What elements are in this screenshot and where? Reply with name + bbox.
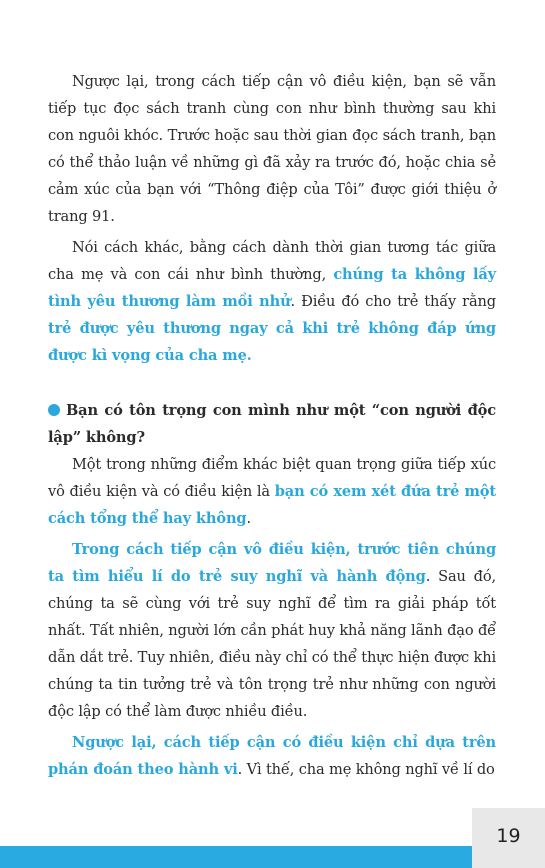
section-paragraph-1-highlight: bạn có xem xét đứa trẻ một cách tổng thể hay không [48, 483, 496, 527]
footer-color-bar [0, 846, 545, 868]
page-number-tab [472, 808, 545, 868]
paragraph-2-text: Nói cách khác, bằng cách dành thời gian tương tác giữa cha mẹ và con cái như bình thường, [48, 239, 496, 283]
page-number: 19 [496, 825, 521, 847]
section-paragraph-3-highlight: Ngược lại, cách tiếp cận có điều kiện chỉ dựa trên phán đoán theo hành vi [48, 734, 496, 778]
section-paragraph-1 [48, 451, 496, 532]
section-paragraph-2-highlight: Trong cách tiếp cận vô điều kiện, trước tiên chúng ta tìm hiểu lí do trẻ suy nghĩ và hành động [48, 541, 496, 585]
section-paragraph-1-text: Một trong những điểm khác biệt quan trọng giữa tiếp xúc vô điều kiện và có điều kiện là [48, 456, 496, 500]
section-paragraph-2-text: . Sau đó, chúng ta sẽ cùng với trẻ suy nghĩ để tìm ra giải pháp tốt nhất. Tất nhiên, người lớn cần phát huy khả năng lãnh đạo để dẫn dắt trẻ. Tuy nhiên, điều này chỉ có thể thực hiện được khi chúng ta tin tưởng trẻ và tôn trọng trẻ như những con người độc lập có thể làm được nhiều điều. [48, 568, 497, 720]
paragraph-1 [48, 68, 496, 230]
section-heading [48, 397, 496, 451]
paragraph-2-highlight: trẻ được yêu thương ngay cả khi trẻ không đáp ứng được kì vọng của cha mẹ. [48, 320, 496, 364]
bullet-dot-icon [48, 404, 60, 416]
paragraph-2-highlight: chúng ta không lấy tình yêu thương làm mồi nhử [48, 266, 496, 310]
section-paragraph-3 [48, 729, 496, 783]
section-paragraph-3-text: . Vì thế, cha mẹ không nghĩ về lí do [237, 761, 495, 778]
paragraph-1-text: Ngược lại, trong cách tiếp cận vô điều kiện, bạn sẽ vẫn tiếp tục đọc sách tranh cùng con như bình thường sau khi con nguôi khóc. Trước hoặc sau thời gian đọc sách tranh, bạn có thể thảo luận về những gì đã xảy ra trước đó, hoặc chia sẻ cảm xúc của bạn với “Thông điệp của Tôi” được giới thiệu ở trang 91. [48, 73, 496, 225]
paragraph-2-text: . Điều đó cho trẻ thấy rằng [290, 293, 496, 310]
text-block [48, 68, 496, 783]
section-paragraph-1-text: . [246, 510, 251, 527]
section-paragraph-2 [48, 536, 496, 725]
section-heading-text: Bạn có tôn trọng con mình như một “con người độc lập” không? [48, 402, 496, 446]
paragraph-2 [48, 234, 496, 369]
